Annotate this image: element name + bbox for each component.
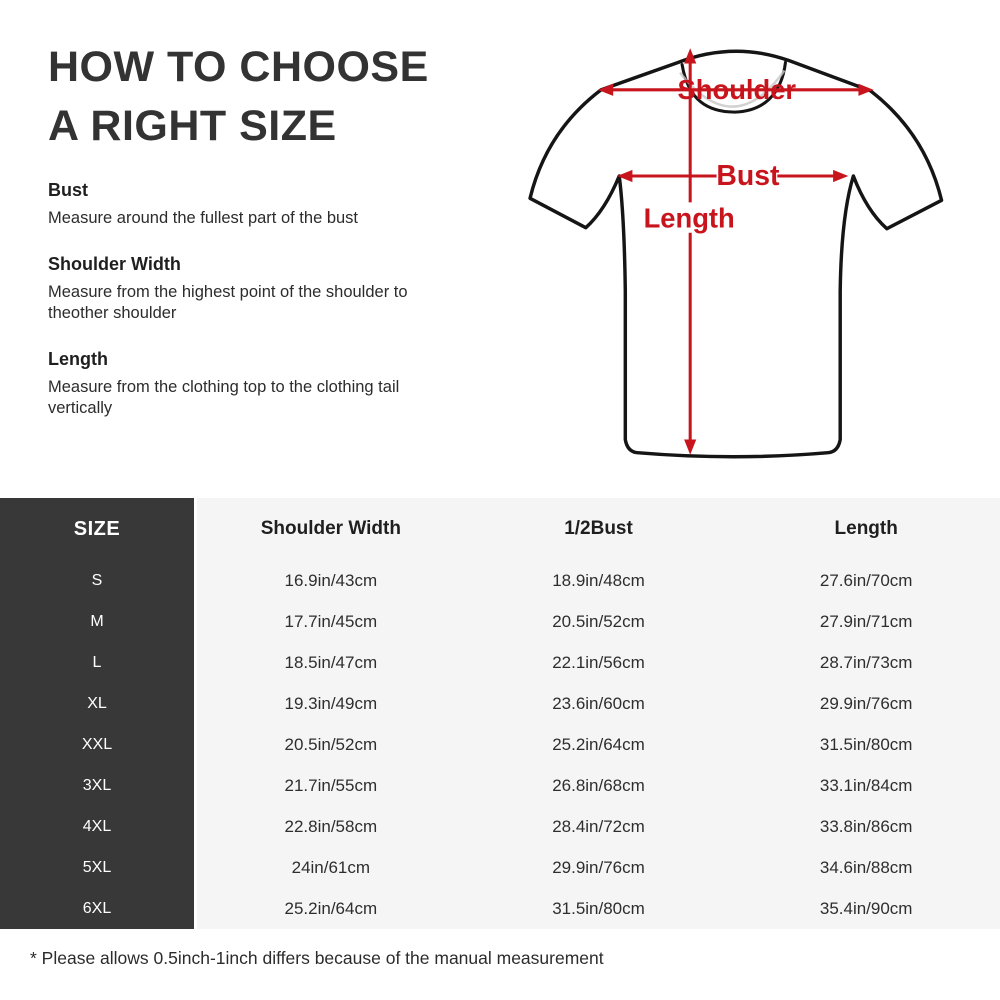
size-cell: XL xyxy=(0,683,197,724)
value-cell: 20.5in/52cm xyxy=(552,611,645,631)
table-row xyxy=(0,560,1000,601)
value-cell: 25.2in/64cm xyxy=(552,734,645,754)
table-body xyxy=(0,560,1000,929)
intro-block xyxy=(48,38,478,420)
table-row xyxy=(0,642,1000,683)
value-cell: 33.8in/86cm xyxy=(819,816,913,836)
value-cell: 27.6in/70cm xyxy=(819,570,913,590)
col-header-length: Length xyxy=(834,518,898,539)
value-cell: 28.4in/72cm xyxy=(552,816,645,836)
table-row xyxy=(0,724,1000,765)
table-row xyxy=(0,765,1000,806)
tshirt-diagram xyxy=(528,28,974,474)
title-line-1: HOW TO CHOOSE xyxy=(48,43,429,91)
value-cell: 23.6in/60cm xyxy=(552,693,645,713)
col-header-half-bust: 1/2Bust xyxy=(564,518,633,539)
value-cell: 19.3in/49cm xyxy=(284,693,378,713)
value-cell: 17.7in/45cm xyxy=(284,611,378,631)
value-cell: 16.9in/43cm xyxy=(284,570,378,590)
tshirt-diagram-svg xyxy=(528,28,974,474)
size-cell: 5XL xyxy=(0,847,197,888)
table-row xyxy=(0,888,1000,929)
table-header-row xyxy=(0,498,1000,560)
page-title xyxy=(48,38,478,156)
value-cell: 22.8in/58cm xyxy=(284,816,378,836)
table-row xyxy=(0,806,1000,847)
size-cell: S xyxy=(0,560,197,601)
value-cell: 34.6in/88cm xyxy=(819,857,913,877)
value-cell: 29.9in/76cm xyxy=(819,693,913,713)
section-shoulder-heading: Shoulder Width xyxy=(48,253,181,274)
title-line-2: A RIGHT SIZE xyxy=(48,102,337,150)
size-cell: 6XL xyxy=(0,888,197,929)
value-cell: 35.4in/90cm xyxy=(819,898,913,918)
col-header-shoulder-width: Shoulder Width xyxy=(260,518,401,539)
section-shoulder-body: Measure from the highest point of the shoulder to theother shoulder xyxy=(48,282,408,322)
value-cell: 18.9in/48cm xyxy=(552,570,645,590)
size-cell: XXL xyxy=(0,724,197,765)
value-cell: 26.8in/68cm xyxy=(552,775,645,795)
measurement-footnote: * Please allows 0.5inch-1inch differs because of the manual measurement xyxy=(30,948,604,968)
value-cell: 22.1in/56cm xyxy=(552,652,645,672)
value-cell: 20.5in/52cm xyxy=(284,734,378,754)
value-cell: 28.7in/73cm xyxy=(819,652,913,672)
value-cell: 29.9in/76cm xyxy=(552,857,645,877)
length-label: Length xyxy=(643,202,735,234)
value-cell: 27.9in/71cm xyxy=(819,611,913,631)
value-cell: 21.7in/55cm xyxy=(284,775,378,795)
size-cell: 4XL xyxy=(0,806,197,847)
section-shoulder-width xyxy=(48,254,478,325)
value-cell: 31.5in/80cm xyxy=(819,734,913,754)
table-row xyxy=(0,601,1000,642)
section-length xyxy=(48,349,478,420)
value-cell: 33.1in/84cm xyxy=(819,775,913,795)
table-row xyxy=(0,847,1000,888)
bust-label: Bust xyxy=(716,160,780,193)
value-cell: 18.5in/47cm xyxy=(284,652,378,672)
section-bust xyxy=(48,180,478,230)
table-row xyxy=(0,683,1000,724)
section-bust-body: Measure around the fullest part of the bust xyxy=(48,209,359,227)
size-table xyxy=(0,498,1000,929)
value-cell: 25.2in/64cm xyxy=(284,898,378,918)
value-cell: 31.5in/80cm xyxy=(552,898,645,918)
shoulder-label: Shoulder xyxy=(677,73,797,105)
col-header-size: SIZE xyxy=(0,498,197,560)
section-bust-heading: Bust xyxy=(48,180,88,200)
tshirt-outline xyxy=(530,51,942,456)
size-cell: M xyxy=(0,601,197,642)
size-cell: 3XL xyxy=(0,765,197,806)
section-length-heading: Length xyxy=(48,348,108,369)
section-length-body: Measure from the clothing top to the clothing tail vertically xyxy=(48,377,400,417)
size-cell: L xyxy=(0,642,197,683)
value-cell: 24in/61cm xyxy=(291,857,371,877)
